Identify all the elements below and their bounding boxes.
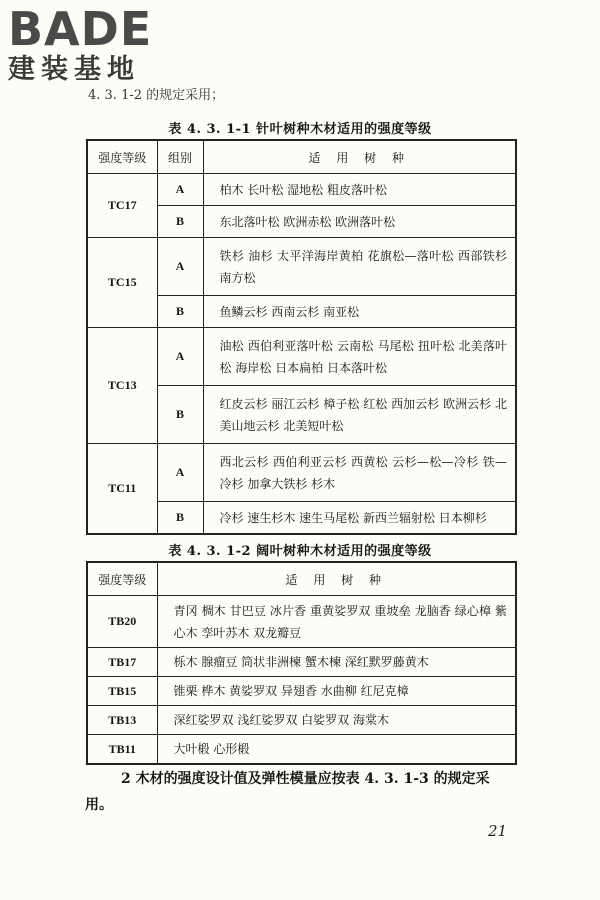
grade-cell: TB20: [87, 596, 157, 648]
species-cell: 铁杉 油杉 太平洋海岸黄柏 花旗松—落叶松 西部铁杉 南方松: [203, 238, 516, 296]
table-row: [87, 648, 516, 677]
species-cell: 油松 西伯利亚落叶松 云南松 马尾松 扭叶松 北美落叶松 海岸松 日本扁柏 日本落叶松: [203, 328, 516, 386]
group-cell: A: [157, 174, 203, 206]
header-species: 适 用 树 种: [203, 140, 516, 174]
species-cell: 深红娑罗双 浅红娑罗双 白娑罗双 海棠木: [157, 706, 516, 735]
table1-caption: 表 4. 3. 1-1 针叶树种木材适用的强度等级: [168, 122, 432, 137]
softwood-grade-table: [86, 139, 517, 535]
table-row: [87, 706, 516, 735]
species-cell: 大叶椴 心形椴: [157, 735, 516, 765]
species-cell: 栎木 腺瘤豆 筒状非洲楝 蟹木楝 深红默罗藤黄木: [157, 648, 516, 677]
grade-cell: TB11: [87, 735, 157, 765]
table-row: [87, 596, 516, 648]
table2-caption: 表 4. 3. 1-2 阔叶树种木材适用的强度等级: [168, 544, 432, 559]
species-cell: 锥栗 桦木 黄娑罗双 异翅香 水曲柳 红尼克樟: [157, 677, 516, 706]
logo-main-text: BADE: [8, 2, 153, 56]
group-cell: B: [157, 502, 203, 535]
species-cell: 红皮云杉 丽江云杉 樟子松 红松 西加云杉 欧洲云杉 北美山地云杉 北美短叶松: [203, 386, 516, 444]
group-cell: A: [157, 328, 203, 386]
body-paragraph: 2 木材的强度设计值及弹性模量应按表 4. 3. 1-3 的规定采用。: [85, 771, 490, 813]
logo-sub-text: 建装基地: [8, 54, 140, 85]
header-group: 组别: [157, 140, 203, 174]
hardwood-grade-table: [86, 561, 517, 765]
table-row: [87, 328, 516, 386]
species-cell: 西北云杉 西伯利亚云杉 西黄松 云杉—松—冷杉 铁—冷杉 加拿大铁杉 杉木: [203, 444, 516, 502]
group-cell: B: [157, 386, 203, 444]
page-number: 21: [488, 822, 508, 840]
header-species: 适 用 树 种: [157, 562, 516, 596]
grade-cell: TB15: [87, 677, 157, 706]
table-header-row: [87, 562, 516, 596]
intro-text: 4. 3. 1-2 的规定采用；: [88, 88, 225, 103]
header-grade: 强度等级: [87, 140, 157, 174]
species-cell: 冷杉 速生杉木 速生马尾松 新西兰辐射松 日本柳杉: [203, 502, 516, 535]
group-cell: A: [157, 444, 203, 502]
species-cell: 柏木 长叶松 湿地松 粗皮落叶松: [203, 174, 516, 206]
species-cell: 鱼鳞云杉 西南云杉 南亚松: [203, 296, 516, 328]
grade-cell: TC11: [87, 444, 157, 535]
grade-cell: TC17: [87, 174, 157, 238]
grade-cell: TB13: [87, 706, 157, 735]
group-cell: A: [157, 238, 203, 296]
grade-cell: TC15: [87, 238, 157, 328]
grade-cell: TC13: [87, 328, 157, 444]
table-header-row: [87, 140, 516, 174]
header-grade: 强度等级: [87, 562, 157, 596]
species-cell: 青冈 椆木 甘巴豆 冰片香 重黄娑罗双 重坡垒 龙脑香 绿心樟 紫心木 孪叶苏木 双龙瓣豆: [157, 596, 516, 648]
species-cell: 东北落叶松 欧洲赤松 欧洲落叶松: [203, 206, 516, 238]
table-row: [87, 444, 516, 502]
brand-logo: [8, 4, 178, 86]
table-row: [87, 677, 516, 706]
grade-cell: TB17: [87, 648, 157, 677]
group-cell: B: [157, 296, 203, 328]
group-cell: B: [157, 206, 203, 238]
table-row: [87, 735, 516, 765]
table-row: [87, 174, 516, 206]
table-row: [87, 238, 516, 296]
